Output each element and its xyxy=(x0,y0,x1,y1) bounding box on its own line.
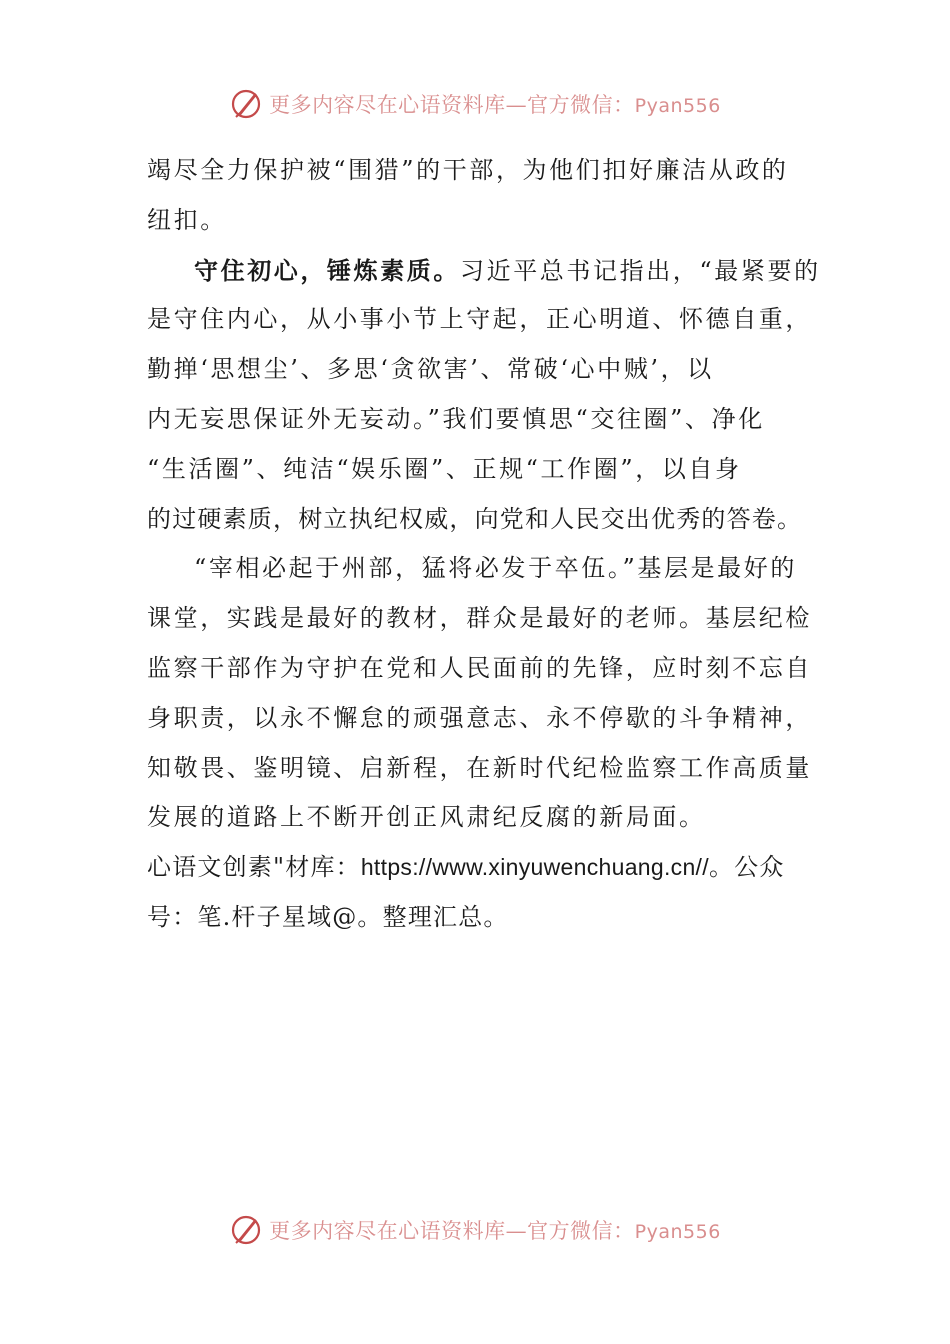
banner-site-name: 更多内容尽在心语资料库 xyxy=(269,1219,506,1243)
source-suffix: 。公众 xyxy=(708,853,785,882)
text-line: 勤掸‘思想尘’、多思‘贪欲害’、常破‘心中贼’，以 xyxy=(147,355,714,384)
text-line: 竭尽全力保护被“围猎”的干部，为他们扣好廉洁从政的 xyxy=(147,156,789,184)
quill-pen-circle-icon xyxy=(229,87,263,121)
text-line: “生活圈”、纯洁“娱乐圈”、正规“工作圈”，以自身 xyxy=(147,454,742,483)
quill-pen-circle-icon xyxy=(229,1213,263,1247)
source-prefix: 心语文创素"材库： xyxy=(147,853,361,882)
text-line: 纽扣。 xyxy=(147,205,227,234)
banner-text xyxy=(269,1215,721,1245)
text-line: 课堂，实践是最好的教材，群众是最好的老师。基层纪检 xyxy=(147,604,812,633)
paragraph-heading: 守住初心，锤炼素质。 xyxy=(194,255,460,285)
banner-dash: — xyxy=(505,93,528,117)
banner-wechat-label: 官方微信： xyxy=(527,93,635,117)
text-line: 的过硬素质，树立执纪权威，向党和人民交出优秀的答卷。 xyxy=(147,504,803,533)
text-line: 是守住内心，从小事小节上守起，正心明道、怀德自重， xyxy=(147,305,812,334)
text-line: 内无妄思保证外无妄动。”我们要慎思“交往圈”、净化 xyxy=(147,404,765,433)
banner-wechat-label: 官方微信： xyxy=(527,1219,635,1243)
text-line: “宰相必起于州部，猛将必发于卒伍。”基层是最好的 xyxy=(194,554,797,583)
banner-text xyxy=(269,89,721,119)
document-body xyxy=(147,146,827,943)
source-line: 号：笔.杆子星域@。整理汇总。 xyxy=(147,902,509,931)
banner-dash: — xyxy=(505,1219,528,1243)
source-url-link[interactable]: https://www.xinyuwenchuang.cn// xyxy=(360,854,709,881)
banner-wechat-id: Pyan556 xyxy=(634,95,721,117)
banner-site-name: 更多内容尽在心语资料库 xyxy=(269,93,506,117)
text-line: 发展的道路上不断开创正风肃纪反腐的新局面。 xyxy=(147,803,706,832)
text-span: 习近平总书记指出，“最紧要的 xyxy=(460,256,821,285)
text-line: 知敬畏、鉴明镜、启新程，在新时代纪检监察工作高质量 xyxy=(147,753,812,782)
paragraph-heading-line xyxy=(147,246,827,296)
banner-wechat-id: Pyan556 xyxy=(634,1221,721,1243)
footer-watermark-banner xyxy=(0,1210,950,1250)
text-line: 监察干部作为守护在党和人民面前的先锋，应时刻不忘自 xyxy=(147,653,812,682)
text-line: 身职责，以永不懈怠的顽强意志、永不停歇的斗争精神， xyxy=(147,703,812,732)
header-watermark-banner xyxy=(0,84,950,124)
source-line xyxy=(147,843,827,893)
